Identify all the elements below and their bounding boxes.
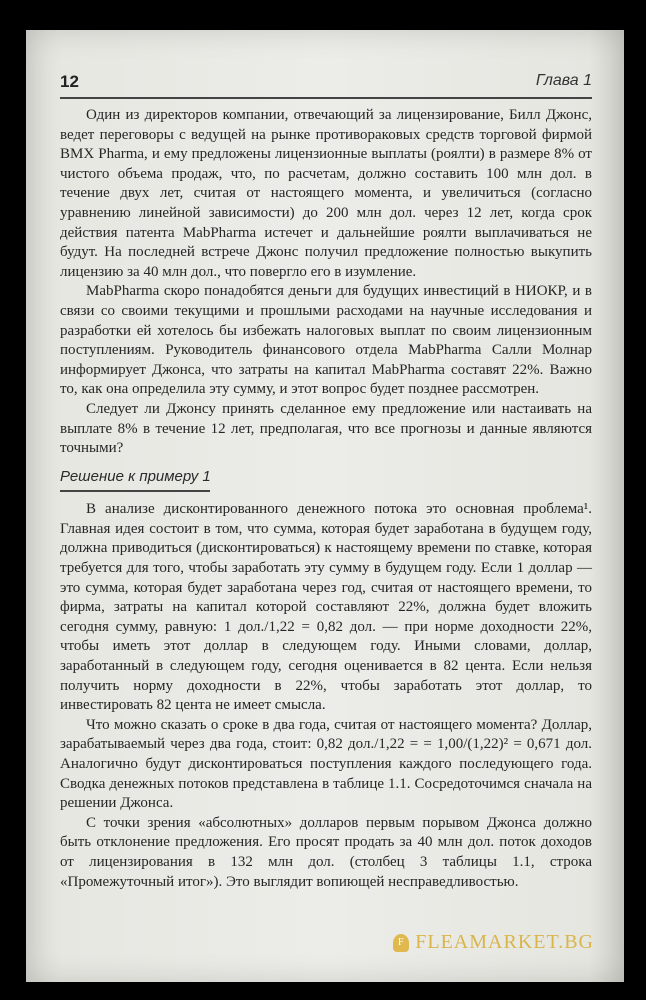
header-rule <box>60 97 592 99</box>
paragraph: Один из директоров компании, отвечающий за лицензирование, Билл Джонс, ведет переговоры с ведущей на рынке противораковых средств торговой фирмой BMX Pharma, и ему предложены лицензионные выплаты (роялти) в размере 8% от чистого объема продаж, что, по расчетам, должно составить 100 млн дол. в течение двух лет, считая от настоящего момента, и увеличиться (согласно уравнению линейной зависимости) до 200 млн дол. через 12 лет, когда срок действия патента MabPharma истечет и дальнейшие роялти выплачиваться не будут. На последней встрече Джонс получил предложение полностью выкупить лицензию за 40 млн дол., что повергло его в изумление. <box>60 107 592 280</box>
chapter-title: Глава 1 <box>535 72 592 89</box>
section-heading <box>60 467 592 491</box>
paragraph: С точки зрения «абсолютных» долларов первым порывом Джонса должно быть отклонение предложения. Его просят продать за 40 млн дол. поток доходов от лицензирования в 132 млн дол. (столбец 3 таблицы 1.1, строка «Промежуточный итог»). Это выглядит вопиющей несправедливостью. <box>60 814 592 890</box>
watermark-text: FLEAMARKET.BG <box>415 931 594 953</box>
section-underline <box>60 490 210 492</box>
paragraph: MabPharma скоро понадобятся деньги для будущих инвестиций в НИОКР, и в связи со своими текущими и прошлыми расходами на научные исследования и разработки ей хотелось бы избежать налоговых выплат по своим лицензионным поступлениям. Руководитель финансового отдела MabPharma Салли Молнар информирует Джонса, что затраты на капитал MabPharma составят 22%. Важно то, как она определила эту сумму, и этот вопрос будет позднее рассмотрен. <box>60 283 592 398</box>
bag-icon: F <box>393 934 409 952</box>
watermark <box>393 931 594 954</box>
paragraph: В анализе дисконтированного денежного потока это основная проблема¹. Главная идея состоит в том, что сумма, которая будет заработана в будущем году, должна приводиться (дисконтироваться) к настоящему времени по ставке, которая требуется для того, чтобы заработать эту сумму в будущем году. Если 1 доллар — это сумма, которая будет заработана через год, считая от настоящего времени, то фирма, затраты на капитал которой составляют 22%, должна будет вложить сегодня сумму, равную: 1 дол./1,22 = 0,82 дол. — при норме доходности 22%, чтобы иметь этот доллар в следующем году. Иными словами, доллар, заработанный в следующем году, сегодня оценивается в 82 цента. Если нельзя получить норму доходности в 22%, чтобы заработать этот доллар, то инвестировать 82 цента не имеет смысла. <box>60 501 592 714</box>
section-title: Решение к примеру 1 <box>60 467 211 485</box>
paragraph: Следует ли Джонсу принять сделанное ему предложение или настаивать на выплате 8% в течение 12 лет, предполагая, что все прогнозы и данные являются точными? <box>60 400 592 457</box>
page-number: 12 <box>60 72 79 91</box>
page-header <box>60 72 592 100</box>
paragraph: Что можно сказать о сроке в два года, считая от настоящего момента? Доллар, зарабатываемый через два года, стоит: 0,82 дол./1,22 = = 1,00/(1,22)² = 0,671 дол. Аналогично будут дисконтироваться поступления каждого последующего года. Сводка денежных потоков представлена в таблице 1.1. Сосредоточимся сначала на решении Джонса. <box>60 716 592 812</box>
book-page <box>26 30 624 982</box>
page-body <box>60 106 592 892</box>
